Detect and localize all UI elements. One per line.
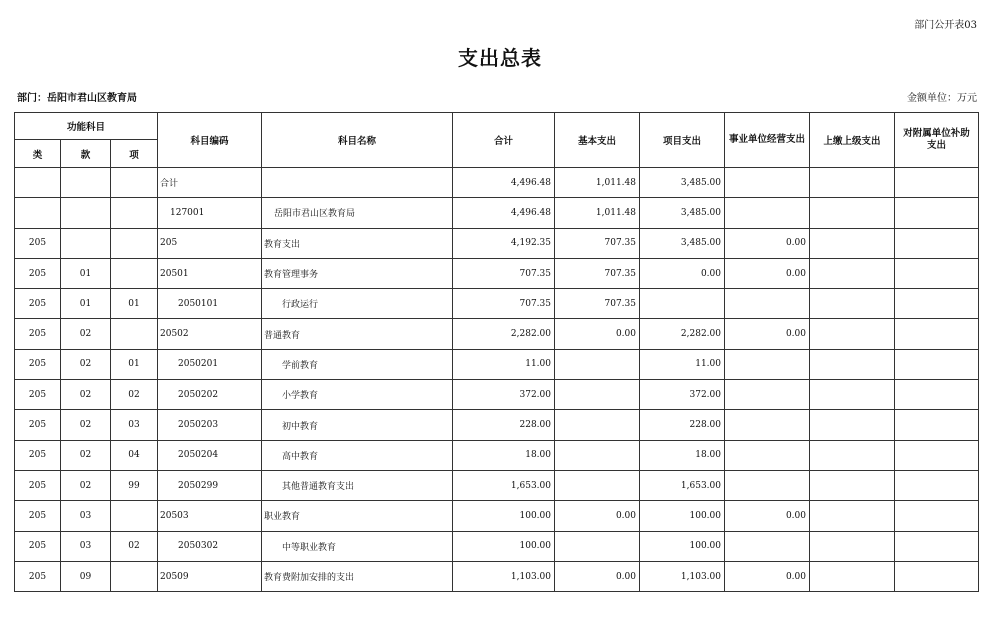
business-cell [725,440,810,470]
name-cell: 小学教育 [262,380,453,410]
upper-cell [810,470,895,500]
total-cell: 4,496.48 [453,168,555,198]
expenditure-table [14,112,979,592]
header-basic: 基本支出 [555,113,640,168]
subsidy-cell [895,470,979,500]
table-row [15,319,979,349]
project-cell: 372.00 [640,380,725,410]
basic-cell: 707.35 [555,289,640,319]
kuan-cell: 02 [61,410,111,440]
kuan-cell: 02 [61,470,111,500]
total-cell: 707.35 [453,289,555,319]
basic-cell: 1,011.48 [555,168,640,198]
lei-cell: 205 [15,289,61,319]
basic-cell: 1,011.48 [555,198,640,228]
lei-cell: 205 [15,380,61,410]
table-row [15,531,979,561]
business-cell: 0.00 [725,228,810,258]
total-cell: 4,496.48 [453,198,555,228]
lei-cell: 205 [15,531,61,561]
subsidy-cell [895,258,979,288]
project-cell: 3,485.00 [640,228,725,258]
upper-cell [810,349,895,379]
kuan-cell: 03 [61,501,111,531]
basic-cell [555,380,640,410]
basic-cell [555,440,640,470]
kuan-cell: 02 [61,349,111,379]
xiang-cell: 04 [111,440,158,470]
name-cell: 初中教育 [262,410,453,440]
xiang-cell [111,501,158,531]
business-cell: 0.00 [725,501,810,531]
total-cell: 100.00 [453,531,555,561]
code-cell: 20509 [158,561,262,591]
lei-cell: 205 [15,349,61,379]
upper-cell [810,410,895,440]
subsidy-cell [895,531,979,561]
upper-cell [810,289,895,319]
code-cell: 合计 [158,168,262,198]
business-cell [725,349,810,379]
basic-cell: 707.35 [555,258,640,288]
name-cell: 其他普通教育支出 [262,470,453,500]
kuan-cell: 03 [61,531,111,561]
header-code: 科目编码 [158,113,262,168]
business-cell [725,531,810,561]
lei-cell: 205 [15,561,61,591]
basic-cell: 0.00 [555,501,640,531]
project-cell: 3,485.00 [640,198,725,228]
kuan-cell [61,198,111,228]
code-cell: 2050201 [158,349,262,379]
name-cell: 教育支出 [262,228,453,258]
lei-cell [15,168,61,198]
upper-cell [810,561,895,591]
header-lei: 类 [15,140,61,168]
project-cell [640,289,725,319]
header-kuan: 款 [61,140,111,168]
table-row [15,501,979,531]
table-row [15,168,979,198]
name-cell: 中等职业教育 [262,531,453,561]
project-cell: 2,282.00 [640,319,725,349]
xiang-cell: 02 [111,531,158,561]
business-cell [725,168,810,198]
table-row [15,380,979,410]
code-cell: 2050302 [158,531,262,561]
subsidy-cell [895,501,979,531]
name-cell: 职业教育 [262,501,453,531]
upper-cell [810,501,895,531]
upper-cell [810,198,895,228]
code-cell: 205 [158,228,262,258]
upper-cell [810,168,895,198]
header-upper: 上缴上级支出 [810,113,895,168]
kuan-cell: 01 [61,289,111,319]
name-cell: 普通教育 [262,319,453,349]
xiang-cell [111,198,158,228]
kuan-cell: 02 [61,440,111,470]
xiang-cell: 99 [111,470,158,500]
header-func-subject: 功能科目 [15,113,158,140]
kuan-cell [61,228,111,258]
lei-cell: 205 [15,228,61,258]
total-cell: 1,103.00 [453,561,555,591]
name-cell: 教育管理事务 [262,258,453,288]
table-row [15,410,979,440]
header-name: 科目名称 [262,113,453,168]
code-cell: 20502 [158,319,262,349]
project-cell: 228.00 [640,410,725,440]
xiang-cell: 01 [111,289,158,319]
name-cell [262,168,453,198]
upper-cell [810,319,895,349]
subsidy-cell [895,349,979,379]
table-row [15,561,979,591]
table-row [15,349,979,379]
lei-cell: 205 [15,410,61,440]
project-cell: 1,103.00 [640,561,725,591]
basic-cell [555,470,640,500]
upper-cell [810,228,895,258]
xiang-cell: 01 [111,349,158,379]
xiang-cell [111,228,158,258]
total-cell: 2,282.00 [453,319,555,349]
code-cell: 127001 [158,198,262,228]
xiang-cell [111,319,158,349]
subsidy-cell [895,380,979,410]
business-cell [725,470,810,500]
upper-cell [810,258,895,288]
table-row [15,198,979,228]
name-cell: 学前教育 [262,349,453,379]
business-cell [725,289,810,319]
total-cell: 1,653.00 [453,470,555,500]
project-cell: 0.00 [640,258,725,288]
business-cell [725,410,810,440]
basic-cell [555,531,640,561]
project-cell: 1,653.00 [640,470,725,500]
total-cell: 4,192.35 [453,228,555,258]
subsidy-cell [895,168,979,198]
amount-unit-label: 金额单位：万元 [907,93,977,104]
basic-cell [555,410,640,440]
business-cell [725,380,810,410]
subsidy-cell [895,319,979,349]
header-total: 合计 [453,113,555,168]
lei-cell [15,198,61,228]
header-subsidy: 对附属单位补助支出 [895,113,979,168]
lei-cell: 205 [15,440,61,470]
table-row [15,289,979,319]
name-cell: 行政运行 [262,289,453,319]
subsidy-cell [895,228,979,258]
total-cell: 11.00 [453,349,555,379]
code-cell: 2050202 [158,380,262,410]
header-business: 事业单位经营支出 [725,113,810,168]
name-cell: 教育费附加安排的支出 [262,561,453,591]
subsidy-cell [895,561,979,591]
subsidy-cell [895,440,979,470]
kuan-cell [61,168,111,198]
code-cell: 20503 [158,501,262,531]
kuan-cell: 02 [61,319,111,349]
basic-cell: 0.00 [555,561,640,591]
xiang-cell: 03 [111,410,158,440]
table-row [15,258,979,288]
xiang-cell [111,168,158,198]
total-cell: 372.00 [453,380,555,410]
business-cell: 0.00 [725,319,810,349]
business-cell [725,198,810,228]
upper-cell [810,440,895,470]
lei-cell: 205 [15,501,61,531]
xiang-cell [111,561,158,591]
subsidy-cell [895,289,979,319]
project-cell: 18.00 [640,440,725,470]
lei-cell: 205 [15,258,61,288]
code-cell: 2050203 [158,410,262,440]
total-cell: 100.00 [453,501,555,531]
total-cell: 707.35 [453,258,555,288]
subsidy-cell [895,410,979,440]
project-cell: 100.00 [640,531,725,561]
kuan-cell: 01 [61,258,111,288]
code-cell: 2050101 [158,289,262,319]
table-row [15,470,979,500]
xiang-cell [111,258,158,288]
name-cell: 高中教育 [262,440,453,470]
basic-cell: 707.35 [555,228,640,258]
project-cell: 3,485.00 [640,168,725,198]
lei-cell: 205 [15,470,61,500]
header-project: 项目支出 [640,113,725,168]
basic-cell: 0.00 [555,319,640,349]
business-cell: 0.00 [725,258,810,288]
page-title: 支出总表 [458,46,542,70]
kuan-cell: 02 [61,380,111,410]
kuan-cell: 09 [61,561,111,591]
lei-cell: 205 [15,319,61,349]
department-label: 部门：岳阳市君山区教育局 [17,93,137,104]
project-cell: 11.00 [640,349,725,379]
table-row [15,440,979,470]
business-cell: 0.00 [725,561,810,591]
project-cell: 100.00 [640,501,725,531]
xiang-cell: 02 [111,380,158,410]
code-cell: 2050299 [158,470,262,500]
name-cell: 岳阳市君山区教育局 [262,198,453,228]
code-cell: 2050204 [158,440,262,470]
header-xiang: 项 [111,140,158,168]
upper-cell [810,380,895,410]
basic-cell [555,349,640,379]
code-cell: 20501 [158,258,262,288]
upper-cell [810,531,895,561]
table-row [15,228,979,258]
subsidy-cell [895,198,979,228]
total-cell: 18.00 [453,440,555,470]
total-cell: 228.00 [453,410,555,440]
form-code: 部门公开表03 [914,20,977,31]
